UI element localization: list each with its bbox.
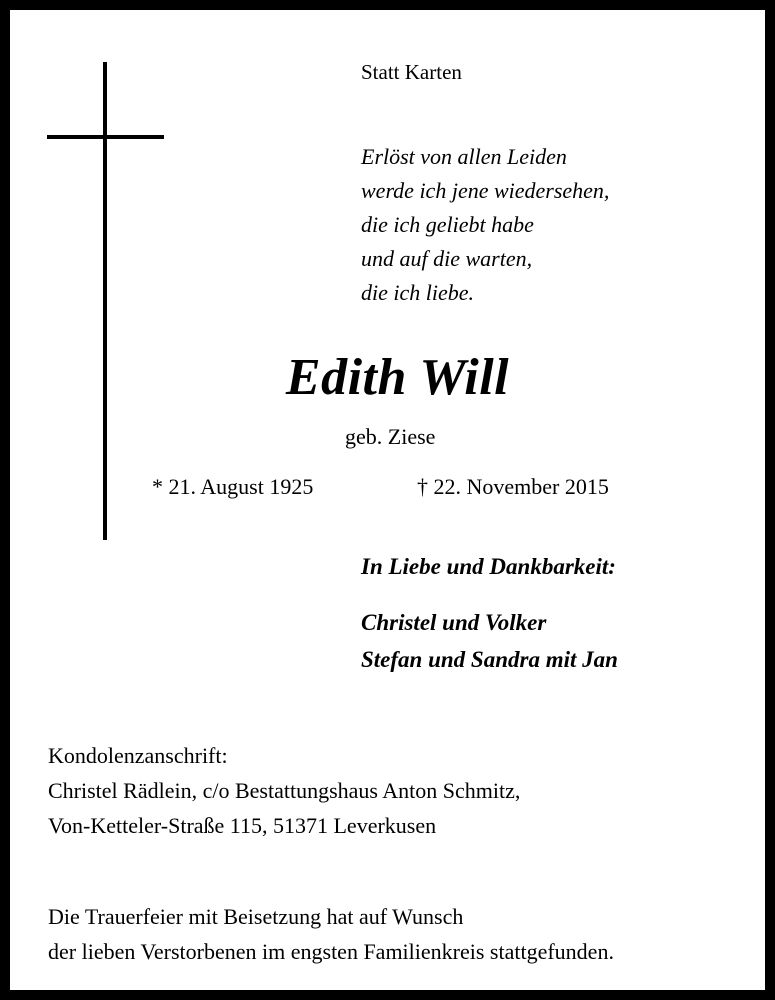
cross-icon: [103, 62, 107, 540]
family-member: Christel und Volker: [361, 610, 547, 635]
notice-line: Die Trauerfeier mit Beisetzung hat auf Wunsch: [48, 904, 464, 929]
condolence-address: [48, 738, 520, 843]
funeral-notice: [48, 899, 614, 969]
quote-line: die ich liebe.: [361, 280, 475, 305]
quote-line: Erlöst von allen Leiden: [361, 144, 567, 169]
death-date: † 22. November 2015: [417, 474, 609, 499]
quote-line: die ich geliebt habe: [361, 212, 534, 237]
quote-line: und auf die warten,: [361, 246, 533, 271]
family-members: [361, 604, 618, 678]
statt-karten-label: Statt Karten: [361, 60, 462, 84]
family-member: Stefan und Sandra mit Jan: [361, 647, 618, 672]
condolence-label: Kondolenzanschrift:: [48, 743, 228, 768]
condolence-line: Von-Ketteler-Straße 115, 51371 Leverkusen: [48, 813, 437, 838]
cross-icon-crossbar: [47, 135, 164, 139]
birth-name: geb. Ziese: [345, 424, 436, 449]
condolence-line: Christel Rädlein, c/o Bestattungshaus Anton Schmitz,: [48, 778, 521, 803]
birth-date: * 21. August 1925: [152, 474, 314, 499]
quote-line: werde ich jene wiedersehen,: [361, 178, 610, 203]
family-intro: In Liebe und Dankbarkeit:: [361, 554, 616, 579]
memorial-quote: [361, 140, 609, 310]
notice-line: der lieben Verstorbenen im engsten Familienkreis stattgefunden.: [48, 939, 614, 964]
deceased-name: Edith Will: [285, 349, 510, 406]
